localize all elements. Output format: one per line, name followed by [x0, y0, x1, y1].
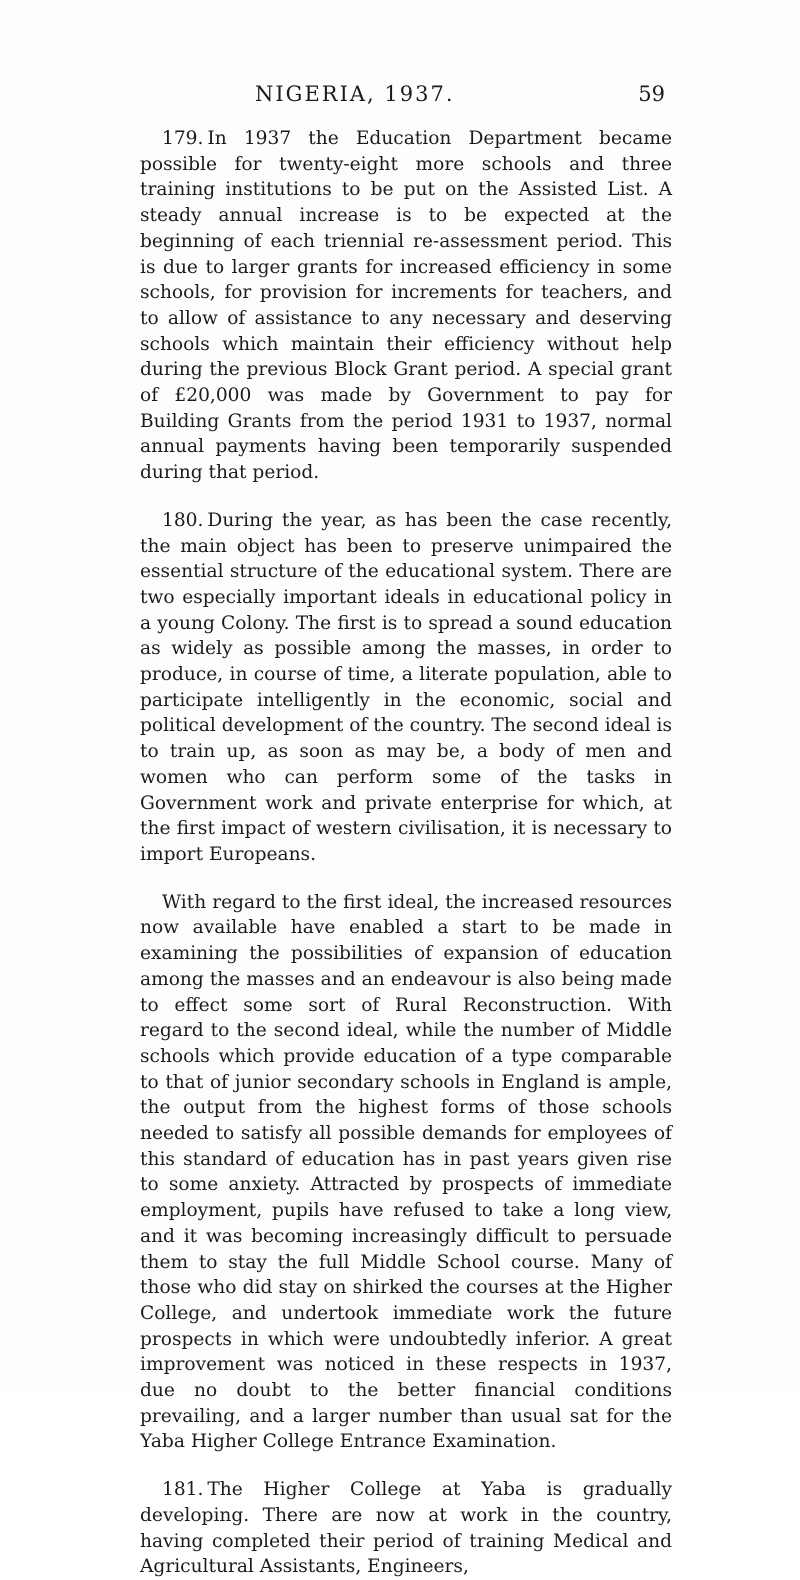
- paragraph-text: In 1937 the Education Department became possible for twenty-eight more schools and three training institutions to be put on the Assisted List. A steady annual increase is to be expected at the beginning of each triennial re-assessment period. This is due to larger grants for increased efficiency in some schools, for provision for increments for teachers, and to allow of assistance to any necessary and deserving schools which maintain their efficiency without help during the previous Block Grant period. A special grant of £20,000 was made by Government to pay for Building Grants from the period 1931 to 1937, normal annual payments having been temporarily suspended during that period.: [140, 128, 672, 484]
- paragraph-181: [140, 1477, 672, 1580]
- paragraph-number: 180.: [162, 509, 204, 531]
- paragraph-text: During the year, as has been the case recently, the main object has been to preserve unimpaired the essential structure of the educational system. There are two especially important ideals in educational policy in a young Colony. The first is to spread a sound education as widely as possible among the masses, in order to produce, in course of time, a literate population, able to participate intelligently in the economic, social and political development of the country. The second ideal is to train up, as soon as may be, a body of men and women who can perform some of the tasks in Government work and private enterprise for which, at the first impact of western civilisation, it is necessary to import Europeans.: [140, 509, 672, 865]
- paragraph-180-continued: [140, 890, 672, 1455]
- body-text: [140, 126, 672, 1580]
- running-title: NIGERIA, 1937.: [255, 82, 455, 106]
- paragraph-179: [140, 126, 672, 486]
- paragraph-text: The Higher College at Yaba is gradually developing. There are now at work in the country, having completed their period of training Medical and Agricultural Assistants, Engineers,: [140, 1479, 672, 1578]
- paragraph-text: With regard to the first ideal, the increased resources now available have enabled a start to be made in examining the possibilities of expansion of education among the masses and an endeavour is also being made to effect some sort of Rural Reconstruction. With regard to the second ideal, while the number of Middle schools which provide education of a type comparable to that of junior secondary schools in England is ample, the output from the highest forms of those schools needed to satisfy all possible demands for employees of this standard of education has in past years given rise to some anxiety. Attracted by prospects of immediate employment, pupils have refused to take a long view, and it was becoming increasingly difficult to persuade them to stay the full Middle School course. Many of those who did stay on shirked the courses at the Higher College, and undertook immediate work the future prospects in which were undoubtedly inferior. A great improvement was noticed in these respects in 1937, due no doubt to the better financial conditions prevailing, and a larger number than usual sat for the Yaba Higher College Entrance Examination.: [140, 891, 672, 1453]
- paragraph-number: 181.: [162, 1479, 204, 1501]
- running-head: [0, 82, 800, 112]
- page-number: 59: [638, 82, 665, 106]
- paragraph-180: [140, 508, 672, 868]
- paragraph-number: 179.: [162, 128, 204, 149]
